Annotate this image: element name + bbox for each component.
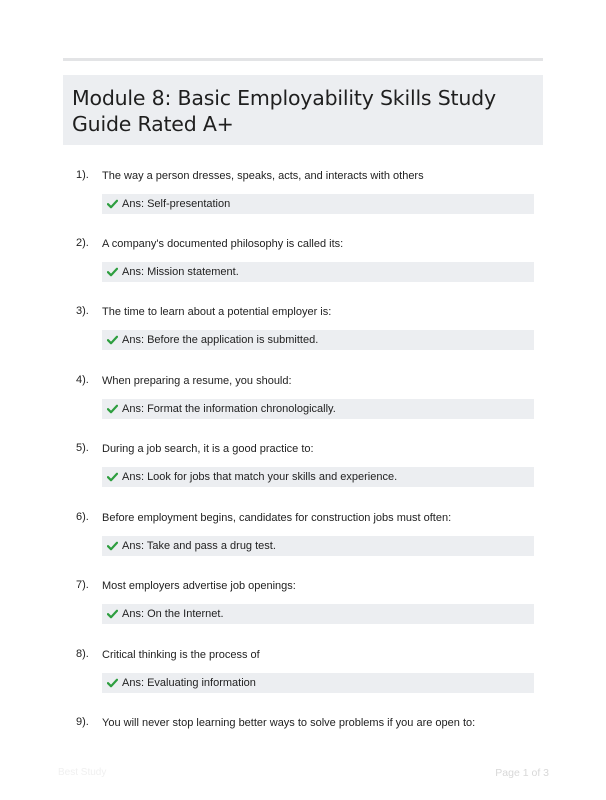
- question-text: The time to learn about a potential employer is:: [102, 306, 332, 318]
- answer-text: Ans: Self-presentation: [122, 198, 231, 210]
- answer-box: [102, 330, 534, 350]
- answer-box: [102, 673, 534, 693]
- footer-brand: Best Study: [58, 767, 107, 778]
- question-number: 4).: [76, 374, 89, 386]
- answer-box: [102, 604, 534, 624]
- check-icon: [107, 678, 118, 688]
- check-icon: [107, 199, 118, 209]
- answer-box: [102, 399, 534, 419]
- question-number: 6).: [76, 511, 89, 523]
- page-indicator: Page 1 of 3: [495, 767, 549, 779]
- check-icon: [107, 335, 118, 345]
- check-icon: [107, 267, 118, 277]
- question-number: 3).: [76, 305, 89, 317]
- title-box: [63, 75, 543, 145]
- question-number: 8).: [76, 648, 89, 660]
- question-number: 7).: [76, 579, 89, 591]
- answer-text: Ans: Before the application is submitted.: [122, 334, 319, 346]
- answer-text: Ans: Format the information chronologically.: [122, 403, 336, 415]
- question-text: You will never stop learning better ways to solve problems if you are open to:: [102, 717, 476, 729]
- answer-text: Ans: Evaluating information: [122, 677, 256, 689]
- question-text: The way a person dresses, speaks, acts, and interacts with others: [102, 170, 424, 182]
- question-number: 1).: [76, 169, 89, 181]
- top-rule: [63, 58, 543, 61]
- question-text: When preparing a resume, you should:: [102, 375, 292, 387]
- answer-text: Ans: Mission statement.: [122, 266, 239, 278]
- answer-text: Ans: Take and pass a drug test.: [122, 540, 276, 552]
- question-number: 2).: [76, 237, 89, 249]
- answer-text: Ans: On the Internet.: [122, 608, 224, 620]
- question-text: A company's documented philosophy is called its:: [102, 238, 344, 250]
- answer-box: [102, 467, 534, 487]
- answer-box: [102, 536, 534, 556]
- check-icon: [107, 404, 118, 414]
- check-icon: [107, 541, 118, 551]
- question-text: Most employers advertise job openings:: [102, 580, 296, 592]
- question-number: 9).: [76, 716, 89, 728]
- check-icon: [107, 472, 118, 482]
- question-text: Critical thinking is the process of: [102, 649, 260, 661]
- check-icon: [107, 609, 118, 619]
- answer-text: Ans: Look for jobs that match your skills and experience.: [122, 471, 398, 483]
- answer-box: [102, 262, 534, 282]
- page-title: Module 8: Basic Employability Skills Study Guide Rated A+: [72, 86, 496, 136]
- question-number: 5).: [76, 442, 89, 454]
- question-text: During a job search, it is a good practice to:: [102, 443, 314, 455]
- answer-box: [102, 194, 534, 214]
- question-text: Before employment begins, candidates for construction jobs must often:: [102, 512, 452, 524]
